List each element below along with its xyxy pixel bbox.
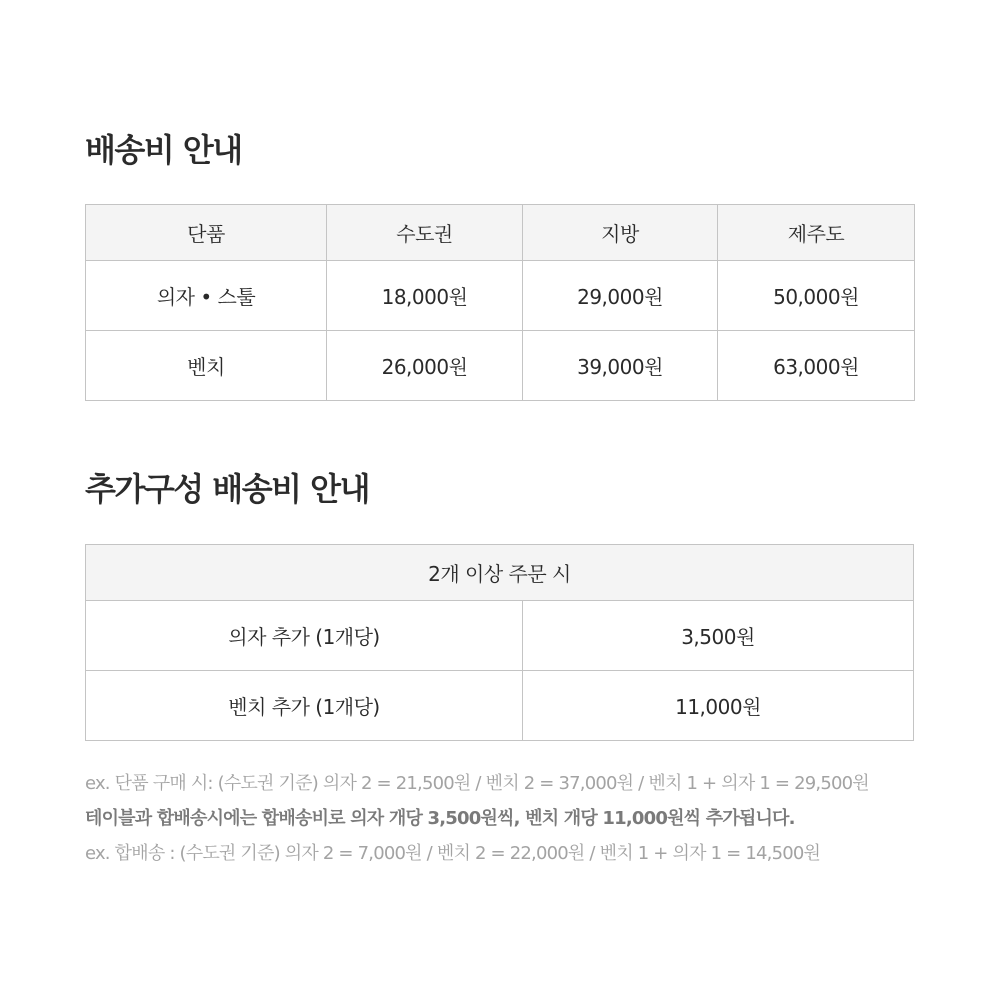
row-label-chair-add: 의자 추가 (1개당) [86,601,523,671]
row-label-bench-add: 벤치 추가 (1개당) [86,671,523,741]
note-example-single: ex. 단품 구매 시: (수도권 기준) 의자 2 = 21,500원 / 벤치 2 = 37,000원 / 벤치 1 + 의자 1 = 29,500원 [85,773,869,794]
header-provinces: 지방 [523,205,718,261]
header-two-or-more-order: 2개 이상 주문 시 [86,545,914,601]
price-cell: 3,500원 [523,601,914,671]
row-label-chair-stool: 의자 • 스툴 [86,261,327,331]
table-row [86,331,915,401]
header-jeju: 제주도 [718,205,915,261]
notes-block [85,766,965,871]
header-capital-region: 수도권 [327,205,523,261]
price-cell: 29,000원 [523,261,718,331]
shipping-fee-title: 배송비 안내 [85,131,242,169]
shipping-fee-table [85,204,915,401]
table-row [86,671,914,741]
table-header-row [86,545,914,601]
price-cell: 11,000원 [523,671,914,741]
note-combined-shipping: 테이블과 합배송시에는 합배송비로 의자 개당 3,500원씩, 벤치 개당 11,000원씩 추가됩니다. [85,808,795,829]
price-cell: 39,000원 [523,331,718,401]
additional-fee-title: 추가구성 배송비 안내 [85,470,369,508]
header-single-item: 단품 [86,205,327,261]
row-label-bench: 벤치 [86,331,327,401]
note-example-combined: ex. 합배송 : (수도권 기준) 의자 2 = 7,000원 / 벤치 2 = 22,000원 / 벤치 1 + 의자 1 = 14,500원 [85,843,821,864]
table-row [86,261,915,331]
table-header-row [86,205,915,261]
price-cell: 26,000원 [327,331,523,401]
price-cell: 50,000원 [718,261,915,331]
additional-fee-table [85,544,914,741]
table-row [86,601,914,671]
price-cell: 18,000원 [327,261,523,331]
price-cell: 63,000원 [718,331,915,401]
